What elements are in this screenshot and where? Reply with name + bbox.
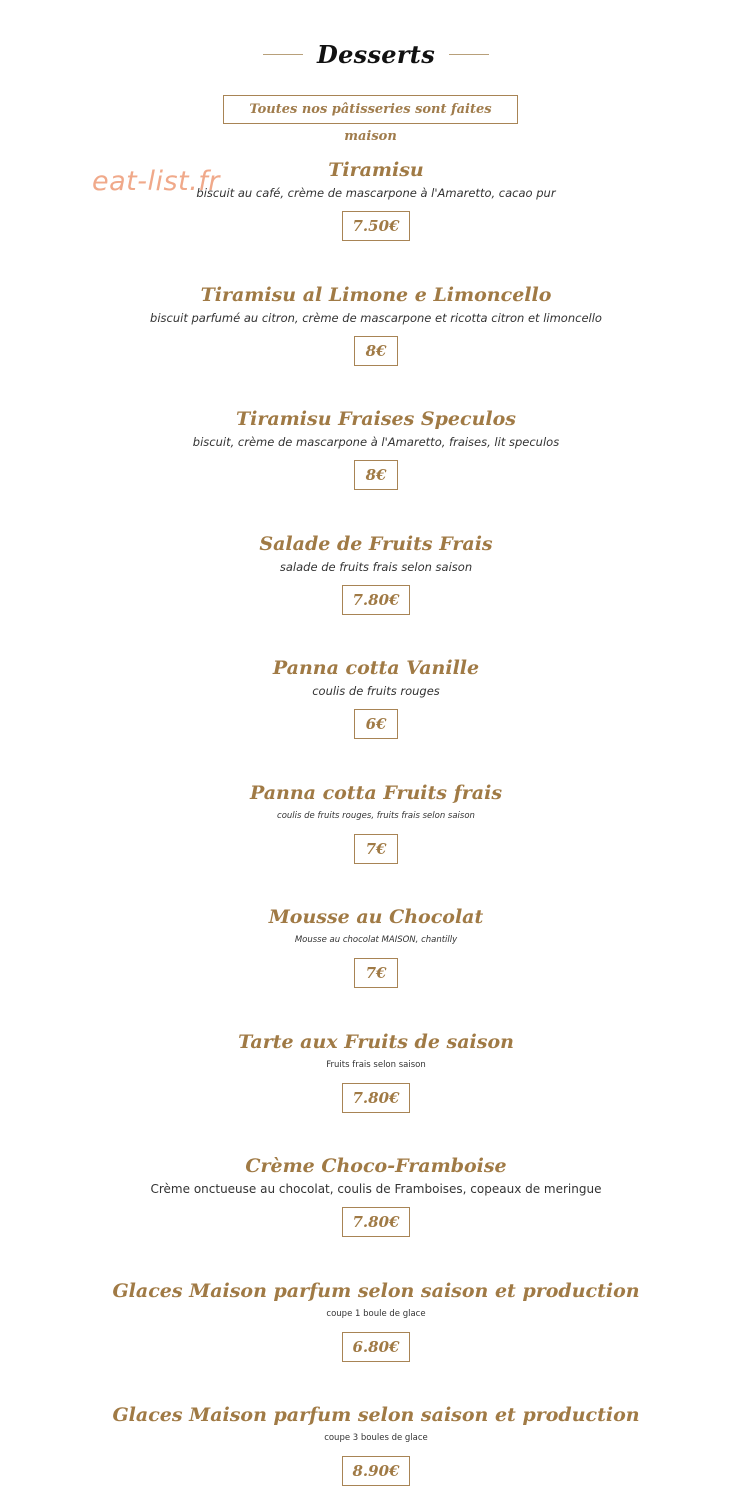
item-name: Glaces Maison parfum selon saison et production (112, 1280, 640, 1302)
item-description: biscuit parfumé au citron, crème de mascarpone et ricotta citron et limoncello (150, 311, 602, 325)
item-price: 7.50€ (342, 211, 411, 241)
header-right-rule (449, 54, 489, 55)
menu-item-creme-choco-framboise (0, 1153, 752, 1237)
menu-item-glaces-3-boules (0, 1402, 752, 1486)
item-price: 7€ (354, 958, 398, 988)
item-price: 7.80€ (342, 1083, 411, 1113)
item-name: Glaces Maison parfum selon saison et production (112, 1404, 640, 1426)
menu-item-panna-cotta-vanille (0, 655, 752, 739)
item-price: 8€ (354, 336, 398, 366)
item-description: Fruits frais selon saison (326, 1060, 426, 1070)
item-price: 8€ (354, 460, 398, 490)
section-header (0, 40, 752, 69)
item-description: coulis de fruits rouges, fruits frais selon saison (277, 811, 475, 821)
header-left-rule (263, 54, 303, 55)
item-name: Tiramisu Fraises Speculos (236, 408, 516, 430)
menu-item-mousse-chocolat (0, 904, 752, 988)
subtitle-badge: Toutes nos pâtisseries sont faites maison (223, 95, 518, 124)
item-name: Panna cotta Fruits frais (249, 782, 503, 804)
item-description: salade de fruits frais selon saison (279, 560, 473, 574)
item-name: Tiramisu (328, 159, 424, 181)
item-price: 6.80€ (342, 1332, 411, 1362)
item-price: 7.80€ (342, 585, 411, 615)
item-description: biscuit, crème de mascarpone à l'Amaretto, fraises, lit speculos (192, 435, 560, 449)
menu-item-panna-cotta-fruits (0, 780, 752, 864)
item-description: coupe 1 boule de glace (326, 1309, 426, 1319)
watermark-logo: eat-list.fr (92, 166, 220, 197)
item-description: Mousse au chocolat MAISON, chantilly (294, 935, 458, 945)
item-name: Salade de Fruits Frais (259, 533, 493, 555)
item-name: Tiramisu al Limone e Limoncello (200, 284, 552, 306)
item-name: Crème Choco-Framboise (245, 1155, 507, 1177)
page-title: Desserts (316, 40, 436, 69)
item-description: coupe 3 boules de glace (324, 1433, 428, 1443)
item-description: biscuit au café, crème de mascarpone à l'Amaretto, cacao pur (196, 186, 556, 200)
menu-item-salade-fruits (0, 531, 752, 615)
item-description: coulis de fruits rouges (312, 684, 440, 698)
item-description: Crème onctueuse au chocolat, coulis de Framboises, copeaux de meringue (150, 1182, 602, 1196)
menu-item-tiramisu-fraises (0, 406, 752, 490)
menu-item-glaces-1-boule (0, 1278, 752, 1362)
item-name: Tarte aux Fruits de saison (238, 1031, 514, 1053)
item-name: Panna cotta Vanille (272, 657, 480, 679)
item-price: 6€ (354, 709, 398, 739)
item-price: 7€ (354, 834, 398, 864)
item-price: 8.90€ (342, 1456, 411, 1486)
menu-item-tiramisu-limone (0, 282, 752, 366)
item-name: Mousse au Chocolat (268, 906, 484, 928)
item-price: 7.80€ (342, 1207, 411, 1237)
menu-item-tarte-fruits (0, 1029, 752, 1113)
